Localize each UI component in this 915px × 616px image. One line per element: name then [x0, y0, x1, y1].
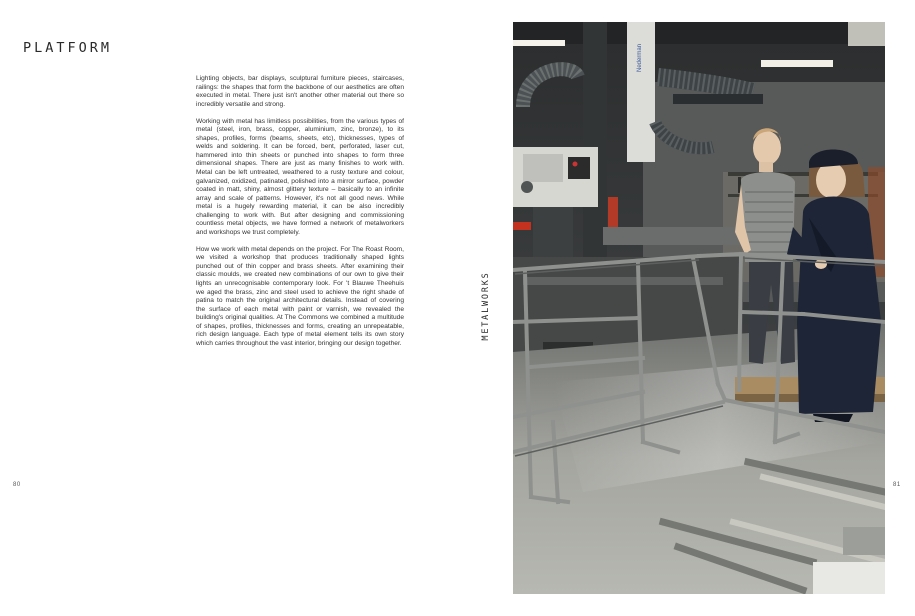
paragraph: Lighting objects, bar displays, sculptural furniture pieces, staircases, railings: the shapes that form the backbone of our aesthetics are often executed in metal. There just isn't another other material out there so incredibly versatile and strong.: [196, 75, 404, 108]
machine-brand-label: Nederman: [637, 43, 643, 72]
page-number-right: 81: [893, 482, 901, 488]
page-number-left: 80: [13, 482, 21, 488]
workshop-photo-illustration: [513, 22, 885, 594]
paragraph: Working with metal has limitless possibilities, from the various types of metal (steel, iron, brass, copper, aluminium, zinc, bronze), to its shapes, profiles, forms (beams, sheets, etc), thicknesses, types of welds and soldering. It can be forced, bent, perforated, laser cut, hammered into thin sheets or punched into shapes to form three dimensional shapes. There are just as many finishes to work with. Metal can be left untreated, weathered to a rusty texture and colour, galvanized, oxidized, patinated, polished into a mirror surface, powder coated in matt, shiny, almost glittery texture – basically to an infinite array and scale of patterns. However, it's not all good news. While metal is a hugely rewarding material, it can be also incredibly challenging to work with. But after designing and commissioning countless metal objects, we have formed a network of metalworkers and workshops we trust completely.: [196, 117, 404, 236]
body-copy: [196, 75, 404, 357]
vertical-section-label: METALWORKS: [481, 271, 491, 341]
section-title: PLATFORM: [23, 40, 113, 56]
workshop-photo: [513, 22, 885, 594]
paragraph: How we work with metal depends on the project. For The Roast Room, we visited a workshop that produces traditionally shaped lights punched out of thin copper and brass sheets. After examining their classic moulds, we created new combinations of our own to give their lights an unrecognisable contemporary look. For 't Blauwe Theehuis we aged the brass, zinc and steel used to achieve the right shade of patina to match the original architectural details. Instead of covering the surface of each metal with paint or varnish, we revealed the building's original qualities. At The Commons we combined a multitude of shapes, profiles, thicknesses and forms, creating an unrepeatable, rich design language. Each type of metal element tells its own story which carries throughout the vast interior, bringing our design together.: [196, 245, 404, 347]
